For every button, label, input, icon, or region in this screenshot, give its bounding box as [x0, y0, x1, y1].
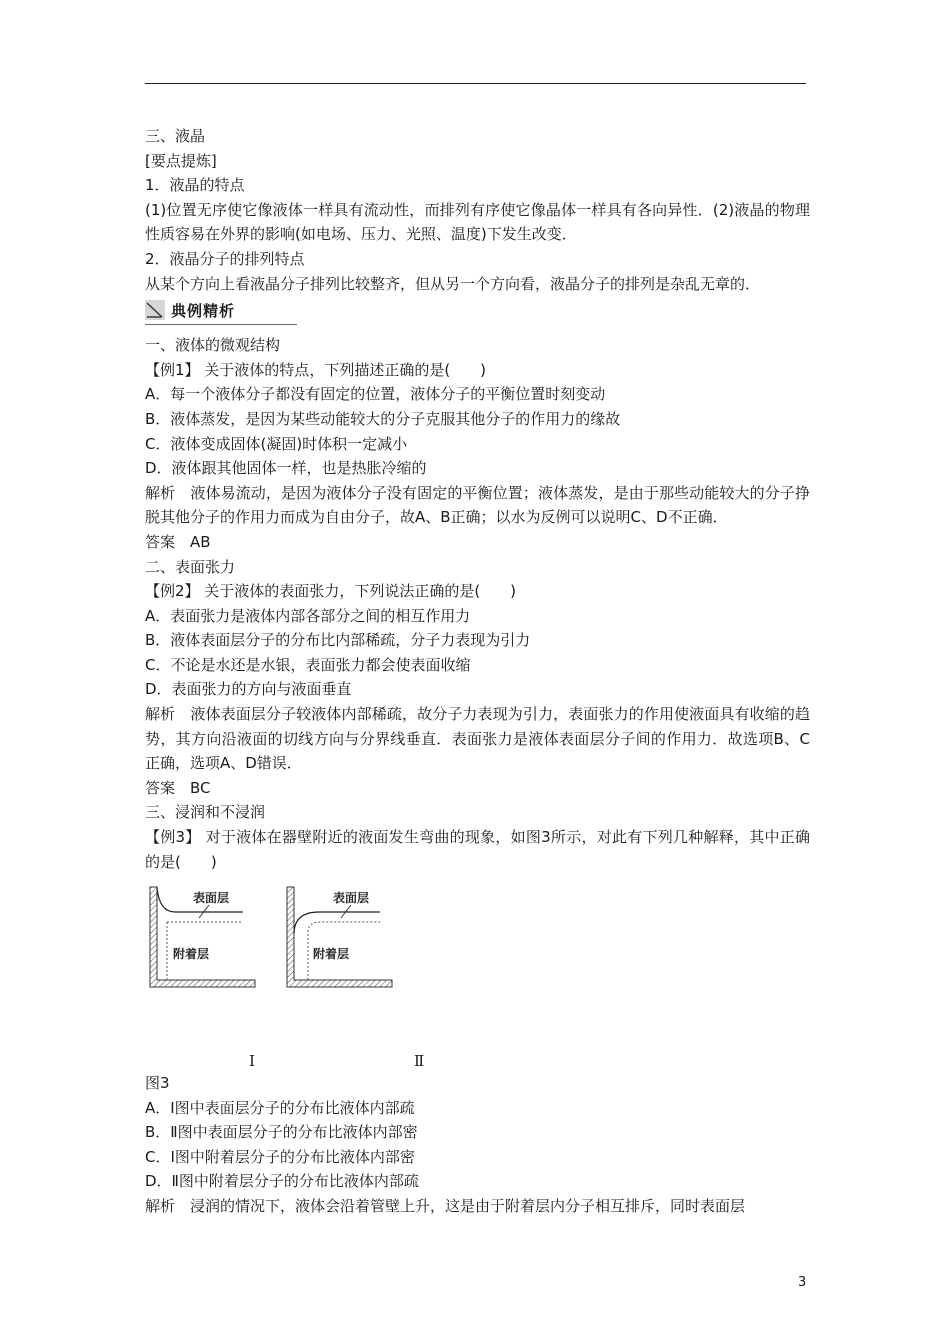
figure-2-label: Ⅱ [414, 1052, 425, 1070]
ex2-option-b: B．液体表面层分子的分布比内部稀疏，分子力表现为引力 [145, 631, 531, 650]
ex3-option-d: D．Ⅱ图中附着层分子的分布比液体内部疏 [145, 1172, 419, 1191]
ex1-option-c: C．液体变成固体(凝固)时体积一定减小 [145, 434, 408, 453]
ex1-heading: 一、液体的微观结构 [145, 336, 281, 355]
page-number: 3 [798, 1275, 807, 1290]
ex1-answer: 答案 AB [145, 532, 211, 551]
fig2-label-surface: 表面层 [333, 891, 370, 906]
figure-3-diagrams [145, 882, 810, 1000]
ex2-question: 【例2】 关于液体的表面张力，下列说法正确的是( ) [145, 582, 517, 601]
figure-caption: 图3 [145, 1074, 170, 1092]
key-points-label: [要点提炼] [145, 151, 217, 170]
fig1-label-adhesion: 附着层 [173, 947, 210, 962]
section-banner [145, 298, 810, 328]
ex1-option-d: D．液体跟其他固体一样，也是热胀冷缩的 [145, 459, 427, 478]
page-content-lower [145, 1071, 810, 1219]
figure-svg [145, 882, 405, 1000]
point-2-text: 从某个方向上看液晶分子排列比较整齐，但从另一个方向看，液晶分子的排列是杂乱无章的． [145, 274, 761, 293]
ex1-option-a: A．每一个液体分子都没有固定的位置，液体分子的平衡位置时刻变动 [145, 385, 606, 404]
ex2-option-a: A．表面张力是液体内部各部分之间的相互作用力 [145, 606, 471, 625]
ex1-analysis: 解析 液体易流动，是因为液体分子没有固定的平衡位置；液体蒸发，是由于那些动能较大的分子挣脱其他分子的作用力而成为自由分子，故A、B正确；以水为反例可以说明C、D不正确． [145, 483, 810, 527]
ex1-option-b: B．液体蒸发，是因为某些动能较大的分子克服其他分子的作用力的缘故 [145, 409, 621, 428]
banner-underline [145, 324, 297, 325]
ex2-option-d: D．表面张力的方向与液面垂直 [145, 680, 352, 699]
ex2-answer: 答案 BC [145, 778, 211, 797]
ex3-option-c: C．Ⅰ图中附着层分子的分布比液体内部密 [145, 1147, 415, 1166]
point-2-title: 2．液晶分子的排列特点 [145, 249, 305, 268]
banner-corner-icon [145, 300, 165, 320]
point-1-text: (1)位置无序使它像液体一样具有流动性，而排列有序使它像晶体一样具有各向异性．(2)液晶的物理性质容易在外界的影响(如电场、压力、光照、温度)下发生改变． [145, 200, 810, 244]
ex2-heading: 二、表面张力 [145, 557, 236, 576]
page-content [145, 124, 810, 1000]
ex3-heading: 三、浸润和不浸润 [145, 803, 266, 822]
ex1-question: 【例1】 关于液体的特点，下列描述正确的是( ) [145, 360, 487, 379]
figure-1-label: Ⅰ [249, 1052, 255, 1070]
ex2-analysis: 解析 液体表面层分子较液体内部稀疏，故分子力表现为引力，表面张力的作用使液面具有收缩的趋势，其方向沿液面的切线方向与分界线垂直．表面张力是液体表面层分子间的作用力．故选项B、C正确，选项A、D错误． [145, 705, 810, 773]
ex2-option-c: C．不论是水还是水银，表面张力都会使表面收缩 [145, 655, 471, 674]
ex3-question: 【例3】 对于液体在器壁附近的液面发生弯曲的现象，如图3所示，对此有下列几种解释，其中正确的是( ) [145, 828, 810, 871]
point-1-title: 1．液晶的特点 [145, 176, 245, 195]
banner-title: 典例精析 [171, 302, 236, 321]
ex3-option-a: A．Ⅰ图中表面层分子的分布比液体内部疏 [145, 1098, 415, 1117]
ex3-option-b: B．Ⅱ图中表面层分子的分布比液体内部密 [145, 1123, 418, 1142]
ex3-analysis: 解析 浸润的情况下，液体会沿着管壁上升，这是由于附着层内分子相互排斥，同时表面层 [145, 1196, 746, 1215]
fig2-label-adhesion: 附着层 [313, 947, 350, 962]
section-title: 三、液晶 [145, 127, 206, 145]
header-rule [145, 83, 806, 84]
fig1-label-surface: 表面层 [193, 891, 230, 906]
